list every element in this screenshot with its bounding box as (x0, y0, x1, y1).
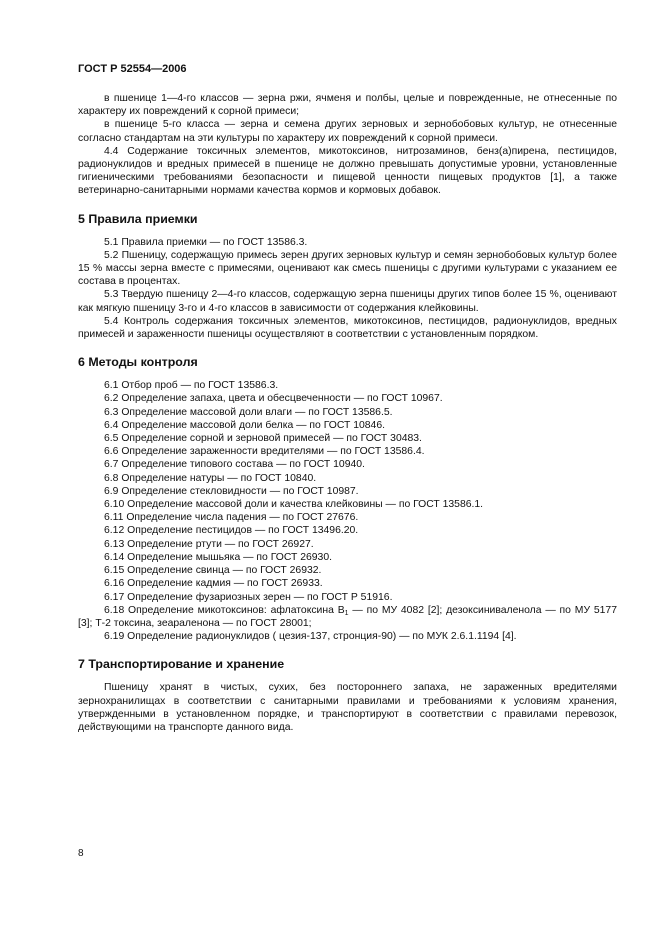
intro-paragraph: в пшенице 1—4-го классов — зерна ржи, ячменя и полбы, целые и поврежденные, не отнесенные по характеру их повреждений к сорной примеси; (78, 93, 617, 118)
clause-5-4: 5.4 Контроль содержания токсичных элементов, микотоксинов, пестицидов, радионуклидов, вредных примесей и зараженности пшеницы осуществляют в соответствии с установленным порядком. (78, 315, 617, 341)
clause-5-3: 5.3 Твердую пшеницу 2—4-го классов, содержащую зерна пшеницы других типов более 15 %, оценивают как мягкую пшеницу 3-го и 4-го классов в зависимости от содержания клейковины. (78, 289, 617, 314)
clause-6-item: 6.13 Определение ртути — по ГОСТ 26927. (104, 538, 314, 550)
intro-paragraph: в пшенице 5-го класса — зерна и семена других зерновых и зернобобовых культур, не отнесенные согласно стандартам на эти культуры по характеру их повреждений к сорной примеси. (78, 119, 617, 144)
clause-6-item: 6.6 Определение зараженности вредителями — по ГОСТ 13586.4. (104, 446, 425, 458)
document-body (78, 92, 617, 734)
clause-6-item: 6.15 Определение свинца — по ГОСТ 26932. (104, 565, 322, 577)
clause-6-item: 6.7 Определение типового состава — по ГОСТ 10940. (104, 459, 365, 471)
section-6-heading: 6 Методы контроля (78, 355, 198, 370)
page-number: 8 (78, 848, 84, 859)
clause-6-item: 6.12 Определение пестицидов — по ГОСТ 13496.20. (104, 525, 359, 537)
clause-6-item: 6.2 Определение запаха, цвета и обесцвеченности — по ГОСТ 10967. (104, 393, 443, 405)
subscript-index: 1 (344, 609, 349, 617)
clause-6-item: 6.8 Определение натуры — по ГОСТ 10840. (104, 472, 317, 484)
document-header: ГОСТ Р 52554—2006 (78, 63, 187, 75)
clause-6-item: 6.9 Определение стекловидности — по ГОСТ 10987. (104, 485, 359, 497)
clause-6-18 (78, 604, 617, 630)
clause-6-item: 6.10 Определение массовой доли и качества клейковины — по ГОСТ 13586.1. (104, 499, 484, 511)
section-5-heading: 5 Правила приемки (78, 211, 198, 226)
clause-4-4: 4.4 Содержание токсичных элементов, микотоксинов, нитрозаминов, бенз(а)пирена, пестицидов, радионуклидов и вредных примесей в пшенице не должно превышать допустимые уровни, установленные гигиеническими требованиями безопасности и пищевой ценности пищевых продуктов [1], а также ветеринарно-санитарными нормами качества кормов и кормовых добавок. (78, 145, 617, 197)
clause-6-18-text-rest: — по МУ 4082 [2]; дезоксиниваленола — по МУ 5177 [3]; Т-2 токсина, зеараленона — по ГОСТ 28001; (78, 604, 617, 629)
clause-6-18-text: 6.18 Определение микотоксинов: афлатоксина В (104, 604, 345, 616)
clause-6-item: 6.4 Определение массовой доли белка — по ГОСТ 10846. (104, 419, 386, 431)
clause-5-2: 5.2 Пшеницу, содержащую примесь зерен других зерновых культур и семян зернобобовых культур более 15 % массы зерна вместе с примесями, оценивают как смесь пшеницы с другими культурами с указанием ее состава в процентах. (78, 249, 617, 288)
clause-6-item: 6.1 Отбор проб — по ГОСТ 13586.3. (104, 380, 279, 392)
clause-6-19: 6.19 Определение радионуклидов ( цезия-137, стронция-90) — по МУК 2.6.1.1194 [4]. (104, 631, 517, 643)
section-7-heading: 7 Транспортирование и хранение (78, 657, 285, 672)
clause-6-item: 6.17 Определение фузариозных зерен — по ГОСТ Р 51916. (104, 591, 393, 603)
clause-6-item: 6.3 Определение массовой доли влаги — по ГОСТ 13586.5. (104, 406, 393, 418)
clause-6-item: 6.14 Определение мышьяка — по ГОСТ 26930. (104, 551, 332, 563)
section-7-paragraph: Пшеницу хранят в чистых, сухих, без постороннего запаха, не зараженных вредителями зернохранилищах в соответствии с санитарными правилами и требованиями к условиям хранения, утвержденными в установленном порядке, и транспортируют в соответствии с правилами перевозок, действующими на транспорте данного вида. (78, 682, 617, 733)
clause-6-item: 6.5 Определение сорной и зерновой примесей — по ГОСТ 30483. (104, 433, 422, 445)
clause-6-item: 6.11 Определение числа падения — по ГОСТ 27676. (104, 512, 359, 524)
clause-5-1: 5.1 Правила приемки — по ГОСТ 13586.3. (104, 236, 308, 248)
clause-6-item: 6.16 Определение кадмия — по ГОСТ 26933. (104, 578, 323, 590)
